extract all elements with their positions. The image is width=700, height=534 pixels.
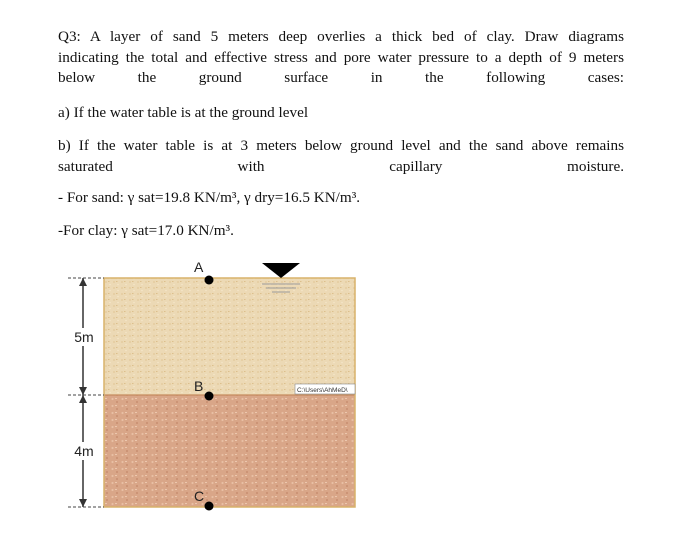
soil-profile-figure <box>0 250 700 534</box>
arrowhead <box>79 387 87 395</box>
sand-layer <box>104 278 355 395</box>
clay-properties: -For clay: γ sat=17.0 KN/m³. <box>58 222 234 239</box>
clay-layer <box>104 395 355 507</box>
dim-label-5m: 5m <box>74 329 94 345</box>
arrowhead <box>79 278 87 286</box>
sand-properties: - For sand: γ sat=19.8 KN/m³, γ dry=16.5 KN/m³. <box>58 189 361 206</box>
case-a: a) If the water table is at the ground level <box>58 104 309 121</box>
case-b <box>58 136 624 177</box>
point-a-dot <box>205 276 214 285</box>
arrowhead <box>79 499 87 507</box>
question-line: below the ground surface in the following cases: <box>58 69 624 86</box>
point-label-a: A <box>194 259 204 275</box>
point-c-dot <box>205 502 214 511</box>
point-label-b: B <box>194 378 204 394</box>
question-text <box>58 27 624 89</box>
question-line: Q3: A layer of sand 5 meters deep overlies a thick bed of clay. Draw diagrams <box>58 28 624 45</box>
arrowhead <box>79 395 87 403</box>
point-b-dot <box>205 392 214 401</box>
dim-label-4m: 4m <box>74 443 94 459</box>
point-label-c: C <box>194 488 205 504</box>
case-b-line: saturated with capillary moisture. <box>58 157 624 175</box>
path-text: C:\Users\AhMeD\ <box>297 387 348 394</box>
question-line: indicating the total and effective stress and pore water pressure to a depth of 9 meters <box>58 48 624 66</box>
case-b-line: b) If the water table is at 3 meters below ground level and the sand above remains <box>58 137 624 154</box>
water-table-triangle <box>262 263 300 278</box>
